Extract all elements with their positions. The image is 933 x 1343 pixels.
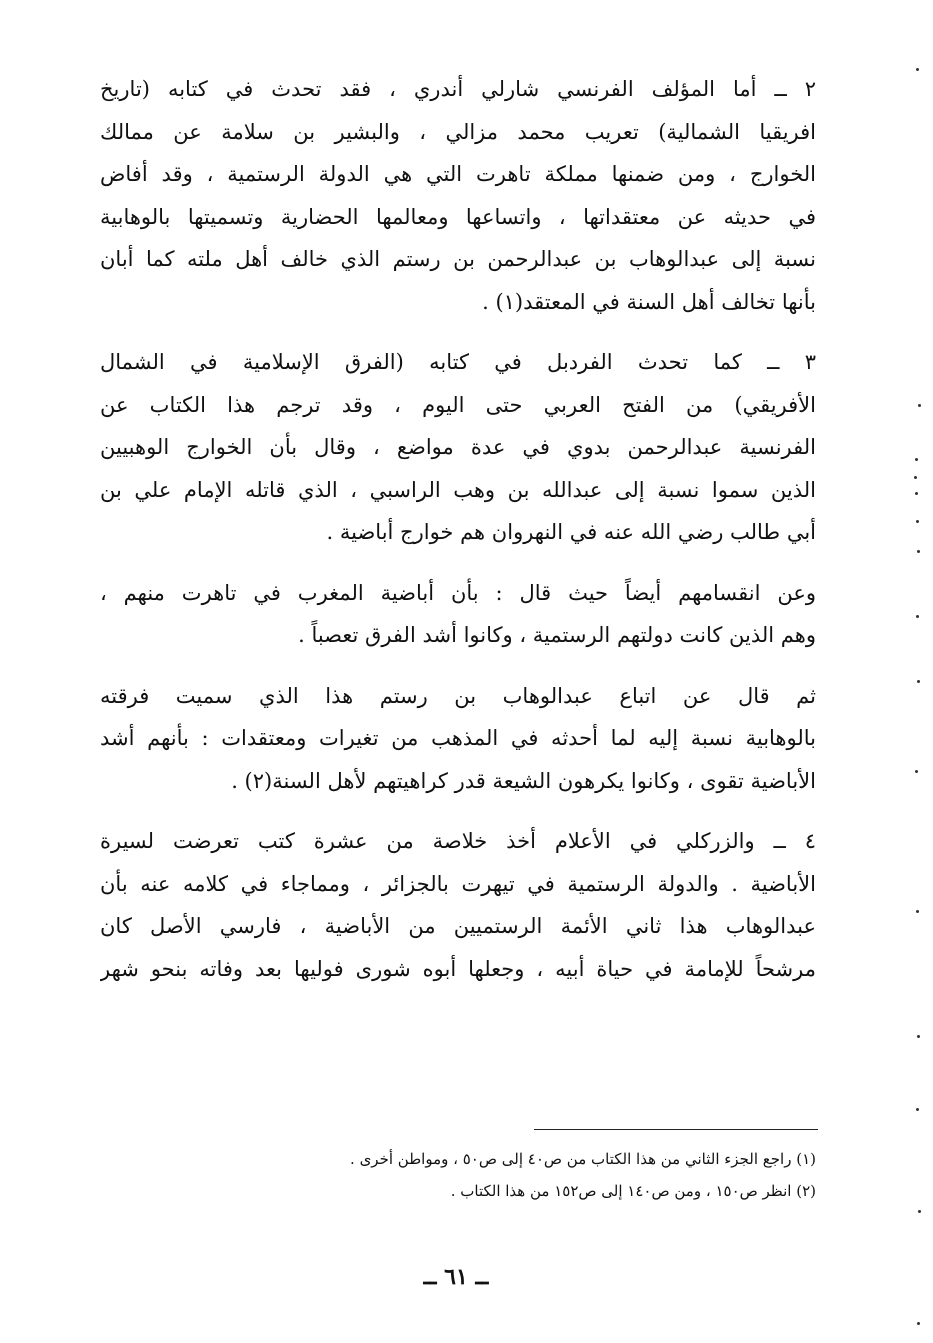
scan-speck [917, 1035, 920, 1038]
text-line: الأباضية . والدولة الرستمية في تيهرت بالجزائر ، ومماجاء في كلامه عنه بأن [100, 871, 816, 896]
text-line: ٢ ــ أما المؤلف الفرنسي شارلي أندري ، فقد تحدث في كتابه (تاريخ [100, 77, 816, 101]
text-line: مرشحاً للإمامة في حياة أبيه ، وجعلها أبوه شورى فوليها بعد وفاته بنحو شهر [100, 956, 816, 981]
text-line: بالوهابية نسبة إليه لما أحدثه في المذهب من تغيرات ومعتقدات : بأنهم أشد [100, 726, 816, 750]
text-line: ثم قال عن اتباع عبدالوهاب بن رستم هذا الذي سميت فرقته [100, 683, 816, 708]
scan-specks [906, 60, 926, 1330]
text-line: ٤ ــ والزركلي في الأعلام أخذ خلاصة من عشرة كتب تعرضت لسيرة [100, 829, 816, 853]
scan-speck [915, 458, 918, 461]
footnotes [200, 1143, 816, 1207]
text-line: افريقيا الشمالية) تعريب محمد مزالي ، والبشير بن سلامة عن ممالك [100, 119, 816, 144]
text-line: الأفريقي) من الفتح العربي حتى اليوم ، وقد ترجم هذا الكتاب عن [100, 392, 816, 417]
text-line: وهم الذين كانت دولتهم الرستمية ، وكانوا أشد الفرق تعصباً . [298, 623, 816, 647]
text-line: ٣ ــ كما تحدث الفردبل في كتابه (الفرق الإسلامية في الشمال [100, 350, 816, 374]
scan-speck [918, 404, 921, 407]
footnote-separator [534, 1129, 818, 1130]
scan-speck [917, 550, 920, 553]
scan-speck [918, 1210, 921, 1213]
text-line: عبدالوهاب هذا ثاني الأئمة الرستميين من الأباضية ، فارسي الأصل كان [100, 914, 816, 938]
scan-speck [914, 476, 917, 479]
scan-speck [915, 770, 918, 773]
paragraph-3 [100, 341, 816, 554]
scan-speck [916, 910, 919, 913]
scan-speck [915, 492, 918, 495]
paragraph-4 [100, 820, 816, 990]
paragraph-wahhabiya [100, 675, 816, 803]
paragraph-division [100, 572, 816, 657]
main-text [100, 68, 816, 1008]
paragraph-2 [100, 68, 816, 323]
text-line: الأباضية تقوى ، وكانوا يكرهون الشيعة قدر كراهيتهم لأهل السنة(٢) . [231, 768, 816, 793]
text-line: بأنها تخالف أهل السنة في المعتقد(١) . [482, 289, 816, 314]
text-line: نسبة إلى عبدالوهاب بن عبدالرحمن بن رستم الذي خالف أهل ملته كما أبان [100, 247, 816, 271]
page-number: ــ ٦١ ــ [423, 1264, 489, 1290]
scan-speck [916, 615, 919, 618]
scan-speck [916, 68, 919, 71]
text-line: الفرنسية عبدالرحمن بدوي في عدة مواضع ، وقال بأن الخوارج الوهبيين [100, 435, 816, 459]
scan-speck [917, 1322, 920, 1325]
text-line: في حديثه عن معتقداتها ، واتساعها ومعالمها الحضارية وتسميتها بالوهابية [100, 204, 816, 229]
text-line: أبي طالب رضي الله عنه في النهروان هم خوارج أباضية . [326, 520, 816, 544]
scan-speck [916, 1108, 919, 1111]
footnote-1: (١) راجع الجزء الثاني من هذا الكتاب من ص٤٠ إلى ص٥٠ ، ومواطن أخرى . [350, 1150, 816, 1168]
text-line: الخوارج ، ومن ضمنها مملكة تاهرت التي هي الدولة الرستمية ، وقد أفاض [100, 162, 816, 186]
footnote-2: (٢) انظر ص١٥٠ ، ومن ص١٤٠ إلى ص١٥٢ من هذا الكتاب . [450, 1182, 816, 1200]
scan-speck [917, 680, 920, 683]
text-line: الذين سموا نسبة إلى عبدالله بن وهب الراسبي ، الذي قاتله الإمام علي بن [100, 477, 816, 502]
scan-speck [916, 520, 919, 523]
text-line: وعن انقسامهم أيضاً حيث قال : بأن أباضية المغرب في تاهرت منهم ، [100, 580, 816, 605]
